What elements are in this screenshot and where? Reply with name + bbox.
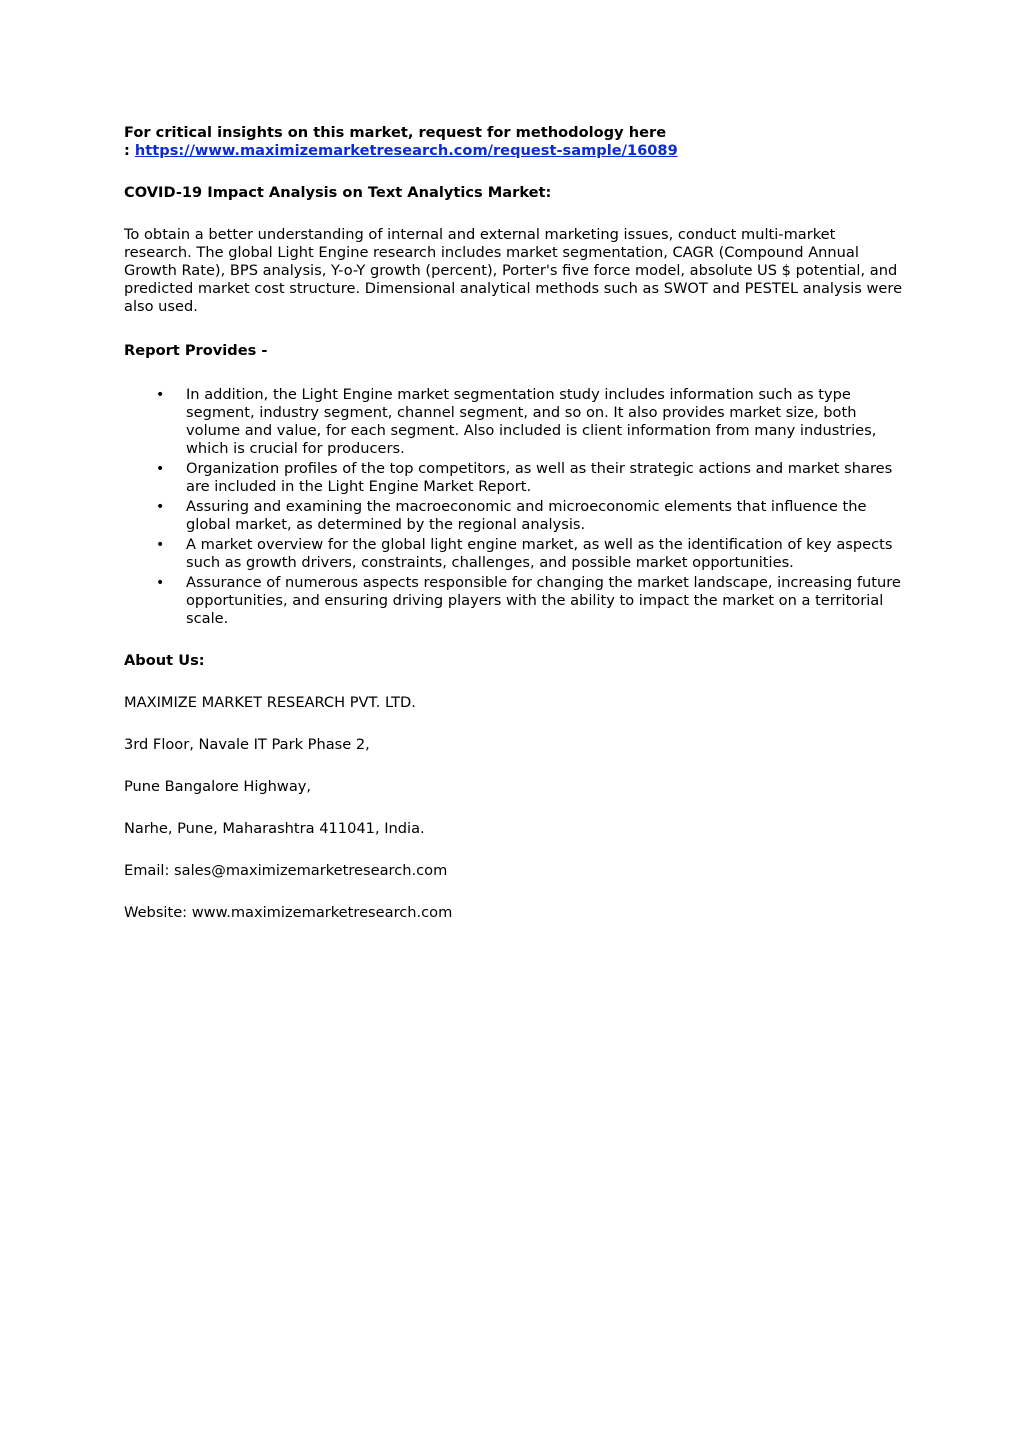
intro-line <box>124 124 904 142</box>
list-item <box>124 574 904 628</box>
list-item-text: A market overview for the global light engine market, as well as the identification of key aspects such as growth drivers, constraints, challenges, and possible market opportunities. <box>186 536 893 571</box>
address-line-1: 3rd Floor, Navale IT Park Phase 2, <box>124 736 370 753</box>
covid-paragraph: To obtain a better understanding of internal and external marketing issues, conduct multi-market research. The global Light Engine research includes market segmentation, CAGR (Compound Annual Growth Rate), BPS analysis, Y-o-Y growth (percent), Porter's five force model, absolute US $ potential, and predicted market cost structure. Dimensional analytical methods such as SWOT and PESTEL analysis were also used. <box>124 226 903 315</box>
company-name: MAXIMIZE MARKET RESEARCH PVT. LTD. <box>124 694 416 711</box>
list-item <box>124 498 904 534</box>
list-item-text: Organization profiles of the top competitors, as well as their strategic actions and market shares are included in the Light Engine Market Report. <box>186 460 893 495</box>
bullet-icon: • <box>156 575 165 591</box>
report-heading: Report Provides - <box>124 342 268 359</box>
bullet-icon: • <box>156 461 165 477</box>
list-item <box>124 536 904 572</box>
email-line: Email: sales@maximizemarketresearch.com <box>124 862 448 879</box>
intro-text: For critical insights on this market, request for methodology here <box>124 124 667 141</box>
list-item <box>124 386 904 458</box>
intro-prefix: : <box>124 142 135 159</box>
list-item <box>124 460 904 496</box>
list-item-text: In addition, the Light Engine market segmentation study includes information such as type segment, industry segment, channel segment, and so on. It also provides market size, both volume and value, for each segment. Also included is client information from many industries, which is crucial for producers. <box>186 386 877 457</box>
address-line-3: Narhe, Pune, Maharashtra 411041, India. <box>124 820 425 837</box>
list-item-text: Assuring and examining the macroeconomic and microeconomic elements that influence the global market, as determined by the regional analysis. <box>186 498 867 533</box>
bullet-icon: • <box>156 537 165 553</box>
list-item-text: Assurance of numerous aspects responsible for changing the market landscape, increasing future opportunities, and ensuring driving players with the ability to impact the market on a territorial scale. <box>186 574 901 627</box>
covid-heading: COVID-19 Impact Analysis on Text Analytics Market: <box>124 184 552 201</box>
bullet-icon: • <box>156 499 165 515</box>
request-sample-link[interactable]: https://www.maximizemarketresearch.com/request-sample/16089 <box>134 142 678 159</box>
intro-link-line <box>124 142 904 160</box>
document-page <box>124 124 904 922</box>
address-line-2: Pune Bangalore Highway, <box>124 778 312 795</box>
website-line: Website: www.maximizemarketresearch.com <box>124 904 453 921</box>
report-bullet-list <box>124 386 904 628</box>
bullet-icon: • <box>156 387 165 403</box>
about-heading: About Us: <box>124 652 205 669</box>
